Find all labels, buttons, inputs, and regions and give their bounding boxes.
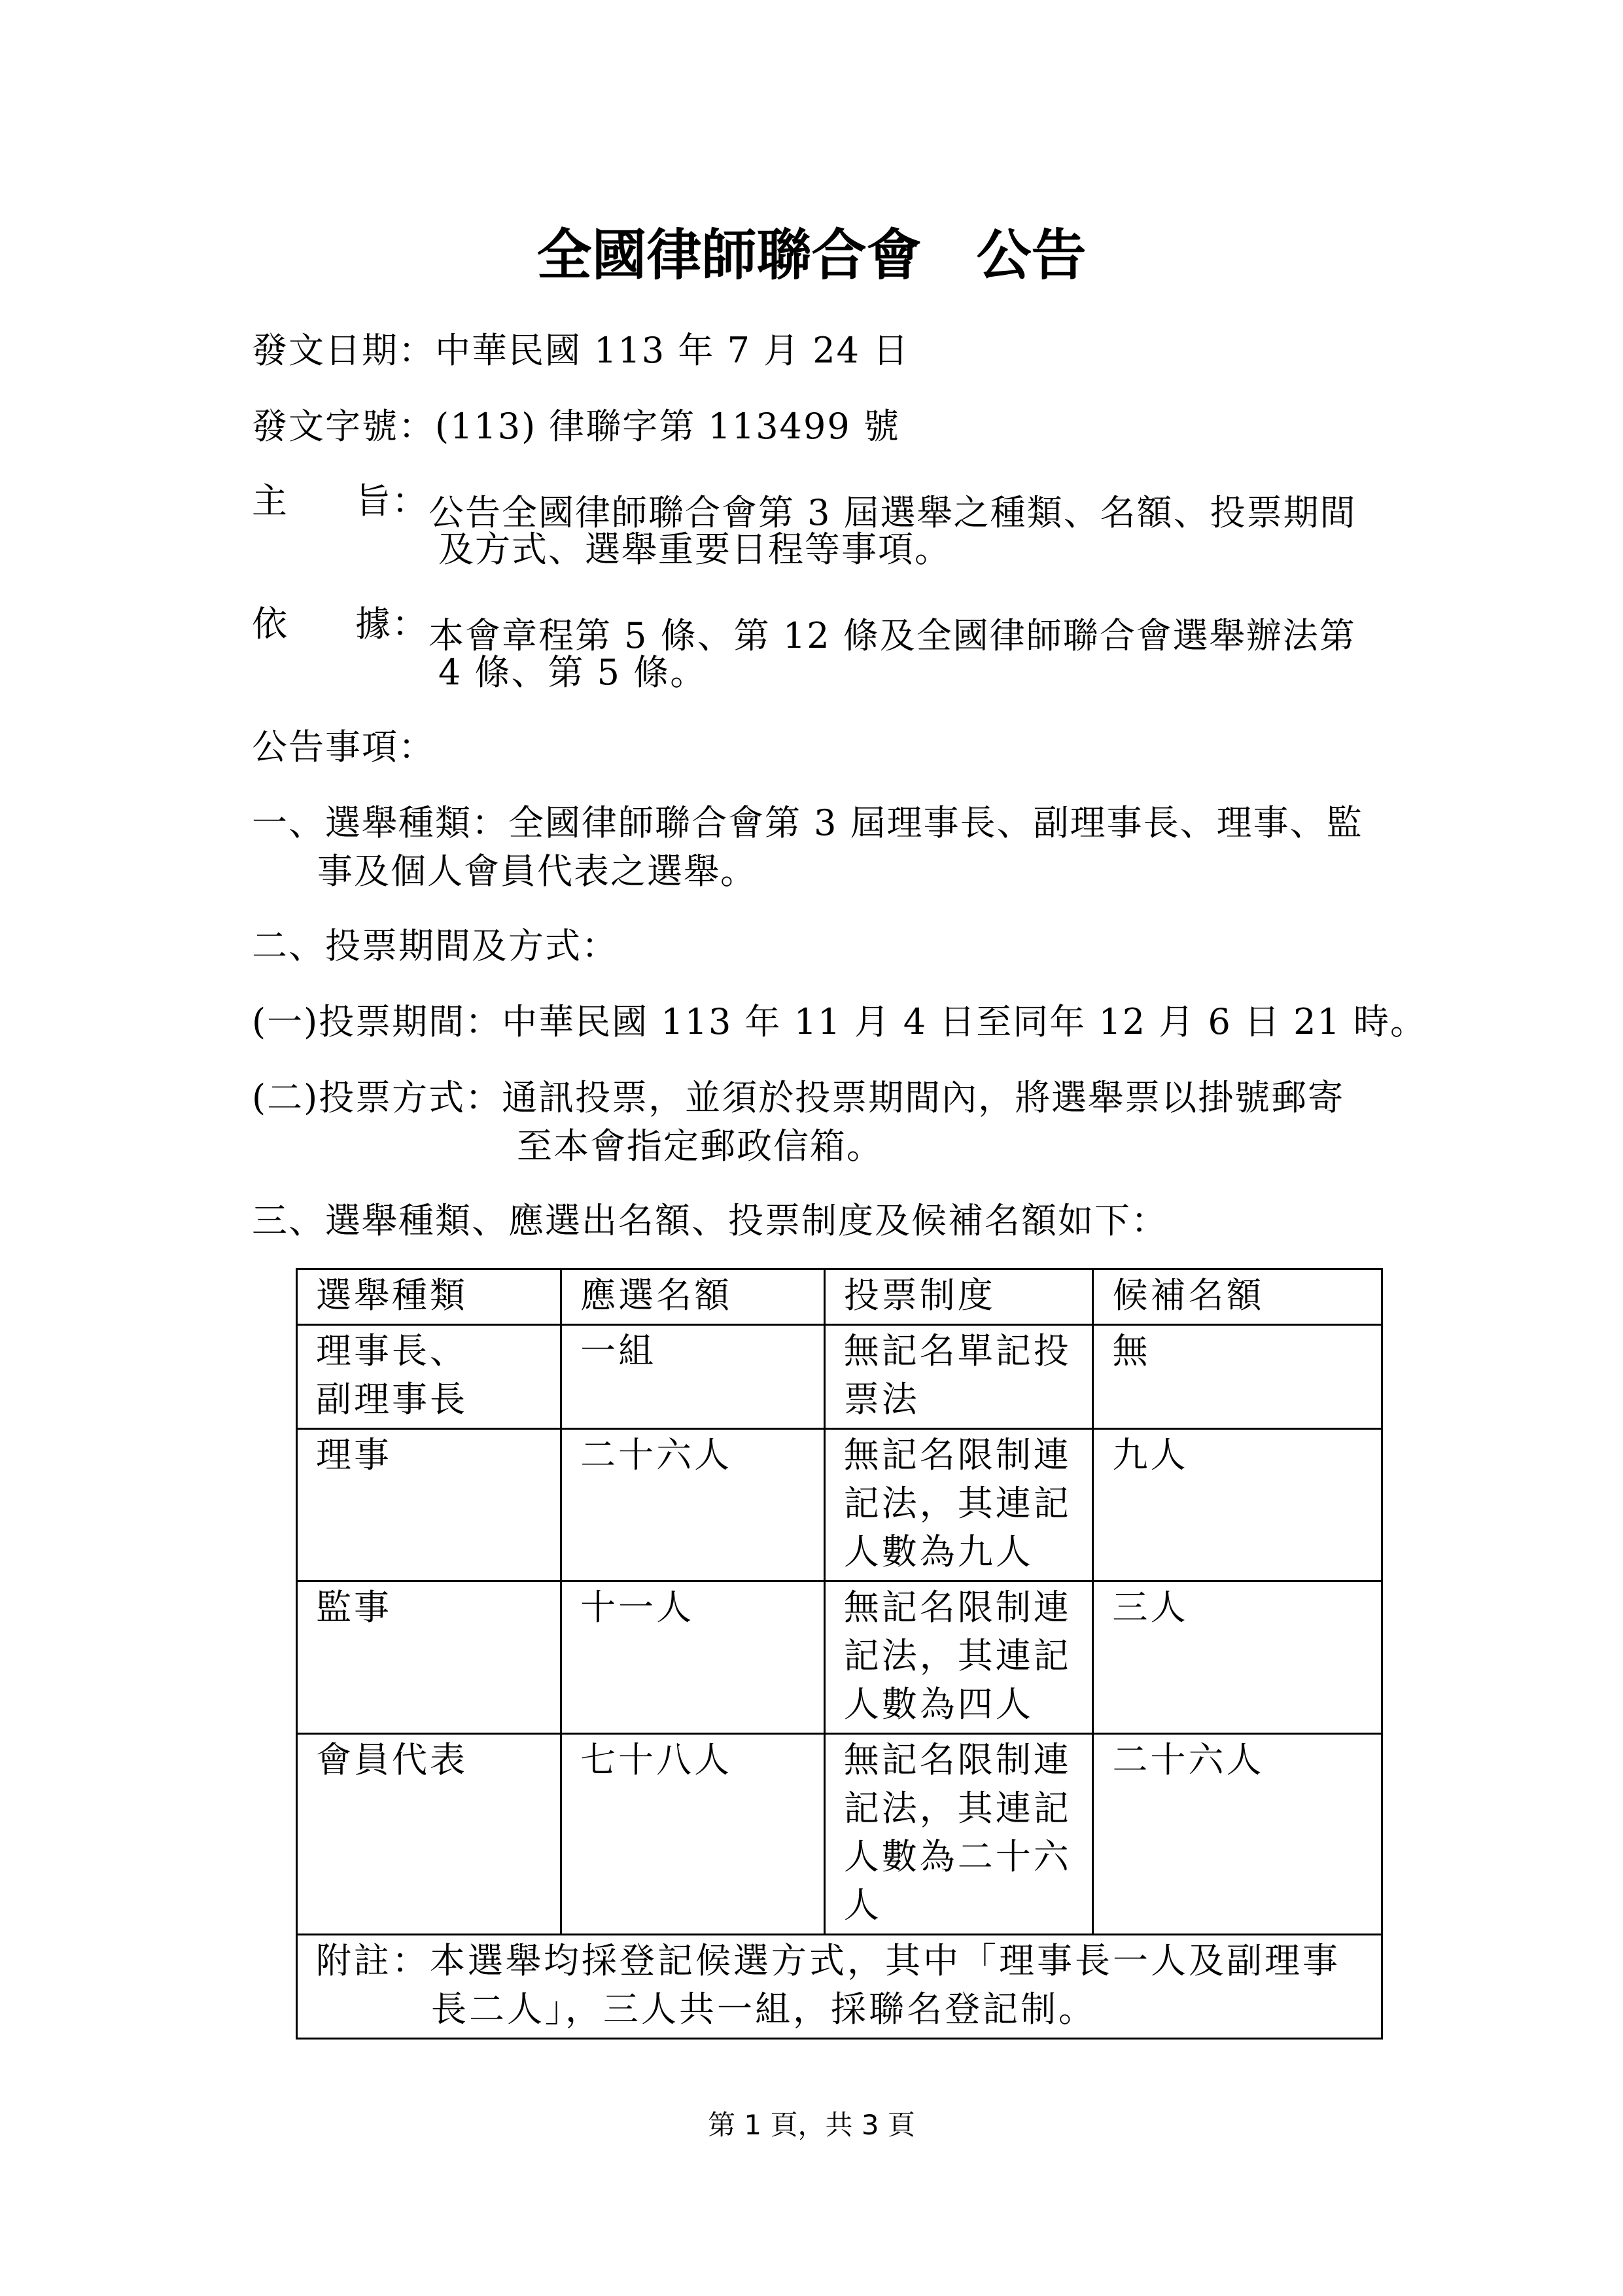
cell-type	[297, 1734, 561, 1935]
item2-sub2-line-2: 至本會指定郵政信箱。	[517, 1125, 883, 1167]
issue-date	[252, 327, 909, 374]
basis-label-a: 依	[252, 603, 288, 645]
issue-date-label: 發文日期：	[252, 330, 435, 371]
basis-text-1: 本會章程第 5 條、第 12 條及全國律師聯合會選舉辦法第	[428, 615, 1356, 656]
election-table	[296, 1268, 1383, 2040]
page-number: 第 1 頁，共 3 頁	[708, 2109, 915, 2141]
header-system: 投票制度	[824, 1269, 1093, 1325]
cell-count: 七十八人	[561, 1734, 825, 1935]
doc-number	[252, 403, 900, 450]
header-count: 應選名額	[561, 1269, 825, 1325]
item2-sub1: (一)投票期間：中華民國 113 年 11 月 4 日至同年 12 月 6 日 21 時。	[252, 1001, 1427, 1042]
cell-type-line-1: 會員代表	[316, 1739, 468, 1780]
basis-label	[252, 601, 428, 648]
doc-number-label: 發文字號：	[252, 406, 435, 447]
subject-label	[252, 478, 428, 525]
page-title: 全國律師聯合會 公告	[536, 223, 1087, 287]
table-note	[297, 1935, 1382, 2039]
table-row	[297, 1734, 1382, 1935]
subject-text-1: 公告全國律師聯合會第 3 屆選舉之種類、名額、投票期間	[428, 492, 1357, 533]
cell-alternates: 三人	[1093, 1581, 1382, 1734]
cell-type-line-1: 理事	[316, 1434, 392, 1475]
table-row	[297, 1429, 1382, 1581]
announcement-heading: 公告事項：	[252, 726, 435, 768]
basis-line-2: 4 條、第 5 條。	[438, 652, 707, 693]
cell-system-text: 無記名單記投票法	[843, 1330, 1072, 1420]
cell-system-text: 無記名限制連記法，其連記人數為九人	[843, 1434, 1072, 1572]
item2-sub2-line-1: (二)投票方式：通訊投票，並須於投票期間內，將選舉票以掛號郵寄	[252, 1077, 1345, 1118]
cell-system	[824, 1581, 1093, 1734]
cell-alternates: 二十六人	[1093, 1734, 1382, 1935]
table-header-row	[297, 1269, 1382, 1325]
doc-number-value: (113) 律聯字第 113499 號	[435, 406, 900, 447]
cell-count: 十一人	[561, 1581, 825, 1734]
cell-system	[824, 1734, 1093, 1935]
header-alternates: 候補名額	[1093, 1269, 1382, 1325]
subject-label-a: 主	[252, 480, 288, 521]
table-row	[297, 1325, 1382, 1429]
subject-line-2: 及方式、選舉重要日程等事項。	[438, 529, 951, 570]
table-note-row	[297, 1935, 1382, 2039]
table-row	[297, 1581, 1382, 1734]
cell-system	[824, 1429, 1093, 1581]
cell-type	[297, 1325, 561, 1429]
cell-system	[824, 1325, 1093, 1429]
cell-type-line-1: 監事	[316, 1587, 392, 1628]
basis-label-b: 據：	[355, 603, 428, 645]
table-note-line-1: 附註：本選舉均採登記候選方式，其中「理事長一人及副理事	[316, 1940, 1340, 1981]
item2-heading: 二、投票期間及方式：	[252, 925, 618, 966]
subject-label-b: 旨：	[355, 480, 428, 521]
cell-type-line-2: 副理事長	[316, 1379, 468, 1420]
cell-type-line-1: 理事長、	[316, 1330, 468, 1371]
table-note-line-2: 長二人」，三人共一組，採聯名登記制。	[431, 1988, 1096, 2030]
cell-alternates: 九人	[1093, 1429, 1382, 1581]
cell-count: 一組	[561, 1325, 825, 1429]
issue-date-value: 中華民國 113 年 7 月 24 日	[435, 330, 910, 371]
cell-type	[297, 1429, 561, 1581]
cell-system-text: 無記名限制連記法，其連記人數為二十六人	[843, 1739, 1072, 1926]
cell-count: 二十六人	[561, 1429, 825, 1581]
item1-line-1: 一、選舉種類：全國律師聯合會第 3 屆理事長、副理事長、理事、監	[252, 802, 1363, 843]
basis-line-1	[252, 601, 1356, 660]
cell-type	[297, 1581, 561, 1734]
item3-heading: 三、選舉種類、應選出名額、投票制度及候補名額如下：	[252, 1200, 1168, 1241]
header-type: 選舉種類	[297, 1269, 561, 1325]
cell-system-text: 無記名限制連記法，其連記人數為四人	[843, 1587, 1072, 1725]
item1-line-2: 事及個人會員代表之選舉。	[317, 851, 757, 892]
cell-alternates: 無	[1093, 1325, 1382, 1429]
